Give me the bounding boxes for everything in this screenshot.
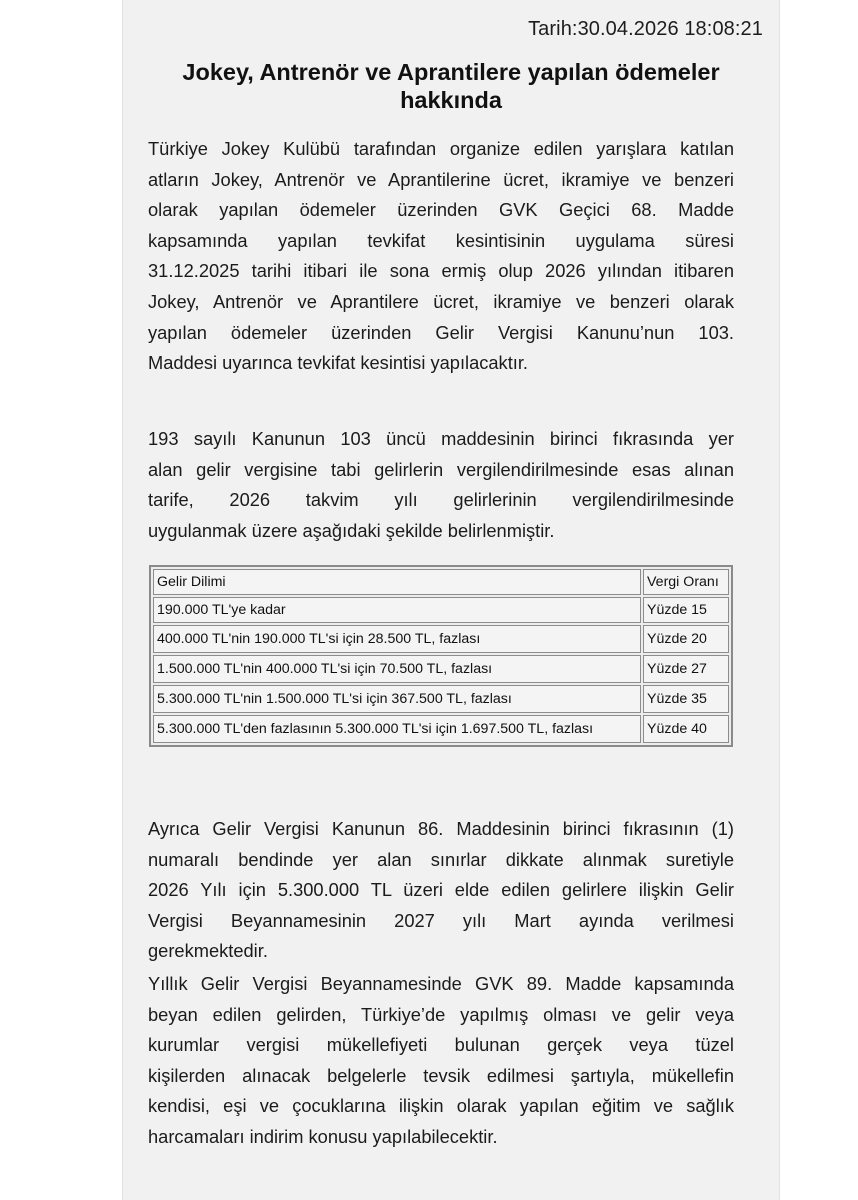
paragraph-line: atların Jokey, Antrenör ve Aprantilerine ücret, ikramiye ve benzeri	[148, 168, 734, 190]
table-row	[153, 625, 729, 653]
table-row	[153, 715, 729, 743]
table-cell-bracket: 5.300.000 TL'nin 1.500.000 TL'si için 367.500 TL, fazlası	[153, 685, 641, 713]
table-row	[153, 597, 729, 623]
paragraph-line: kapsamında yapılan tevkifat kesintisinin uygulama süresi	[148, 229, 734, 251]
table-header-gelir-dilimi: Gelir Dilimi	[153, 569, 641, 595]
paragraph-line: alan gelir vergisine tabi gelirlerin vergilendirilmesinde esas alınan	[148, 458, 734, 480]
paragraph-line: kişilerden alınacak belgelerle tevsik edilmesi şartıyla, mükellefin	[148, 1064, 734, 1086]
paragraph-line: beyan edilen gelirden, Türkiye’de yapılmış olması ve gelir veya	[148, 1003, 734, 1025]
paragraph-line: harcamaları indirim konusu yapılabilecektir.	[148, 1125, 498, 1147]
paragraph-line: Vergisi Beyannamesinin 2027 yılı Mart ayında verilmesi	[148, 909, 734, 931]
paragraph-line: kurumlar vergisi mükellefiyeti bulunan gerçek veya tüzel	[148, 1034, 734, 1056]
table-cell-bracket: 5.300.000 TL'den fazlasının 5.300.000 TL'si için 1.697.500 TL, fazlası	[153, 715, 641, 743]
paragraph-line: yapılan ödemeler üzerinden Gelir Vergisi Kanunu’nun 103.	[148, 321, 734, 343]
table-cell-rate: Yüzde 15	[643, 597, 729, 623]
paragraph-line: Maddesi uyarınca tevkifat kesintisi yapılacaktır.	[148, 352, 529, 374]
paragraph-line: kendisi, eşi ve çocuklarına ilişkin olarak yapılan eğitim ve sağlık	[148, 1095, 734, 1117]
table-cell-rate: Yüzde 40	[643, 715, 729, 743]
table-cell-rate: Yüzde 20	[643, 625, 729, 653]
paragraph-line: Türkiye Jokey Kulübü tarafından organize edilen yarışlara katılan	[148, 138, 734, 159]
table-cell-bracket: 400.000 TL'nin 190.000 TL'si için 28.500 TL, fazlası	[153, 625, 641, 653]
table-cell-rate: Yüzde 35	[643, 685, 729, 713]
paragraph-line: numaralı bendinde yer alan sınırlar dikkate alınmak suretiyle	[148, 848, 734, 870]
paragraph-line: Jokey, Antrenör ve Aprantilere ücret, ikramiye ve benzeri olarak	[148, 290, 734, 312]
paragraph-line: tarife, 2026 takvim yılı gelirlerinin vergilendirilmesinde	[148, 489, 734, 511]
table-header-vergi-orani: Vergi Oranı	[643, 569, 729, 595]
table-header-row	[153, 569, 729, 595]
paragraph-line: gerekmektedir.	[148, 940, 268, 962]
document-date: Tarih:30.04.2026 18:08:21	[528, 18, 763, 40]
paragraph-line: 193 sayılı Kanunun 103 üncü maddesinin birinci fıkrasında yer	[148, 428, 734, 449]
paragraph-line: Yıllık Gelir Vergisi Beyannamesinde GVK 89. Madde kapsamında	[148, 973, 734, 994]
paragraph-indirim	[148, 969, 734, 1153]
table-cell-bracket: 1.500.000 TL'nin 400.000 TL'si için 70.500 TL, fazlası	[153, 655, 641, 683]
table-row	[153, 685, 729, 713]
paragraph-tarife	[148, 424, 734, 546]
paragraph-line: 2026 Yılı için 5.300.000 TL üzeri elde edilen gelirlere ilişkin Gelir	[148, 879, 734, 901]
paragraph-line: olarak yapılan ödemeler üzerinden GVK Geçici 68. Madde	[148, 199, 734, 221]
table-row	[153, 655, 729, 683]
paragraph-line: uygulanmak üzere aşağıdaki şekilde belirlenmiştir.	[148, 519, 555, 541]
tax-rate-table	[149, 565, 733, 747]
paragraph-beyanname	[148, 814, 734, 967]
document-page	[122, 0, 780, 1200]
document-title: Jokey, Antrenör ve Aprantilere yapılan ödemeler hakkında	[182, 59, 720, 113]
paragraph-tevkifat	[148, 134, 734, 379]
paragraph-line: 31.12.2025 tarihi itibari ile sona ermiş olup 2026 yılından itibaren	[148, 260, 734, 282]
table-cell-bracket: 190.000 TL'ye kadar	[153, 597, 641, 623]
paragraph-line: Ayrıca Gelir Vergisi Kanunun 86. Maddesinin birinci fıkrasının (1)	[148, 818, 734, 839]
table-cell-rate: Yüzde 27	[643, 655, 729, 683]
